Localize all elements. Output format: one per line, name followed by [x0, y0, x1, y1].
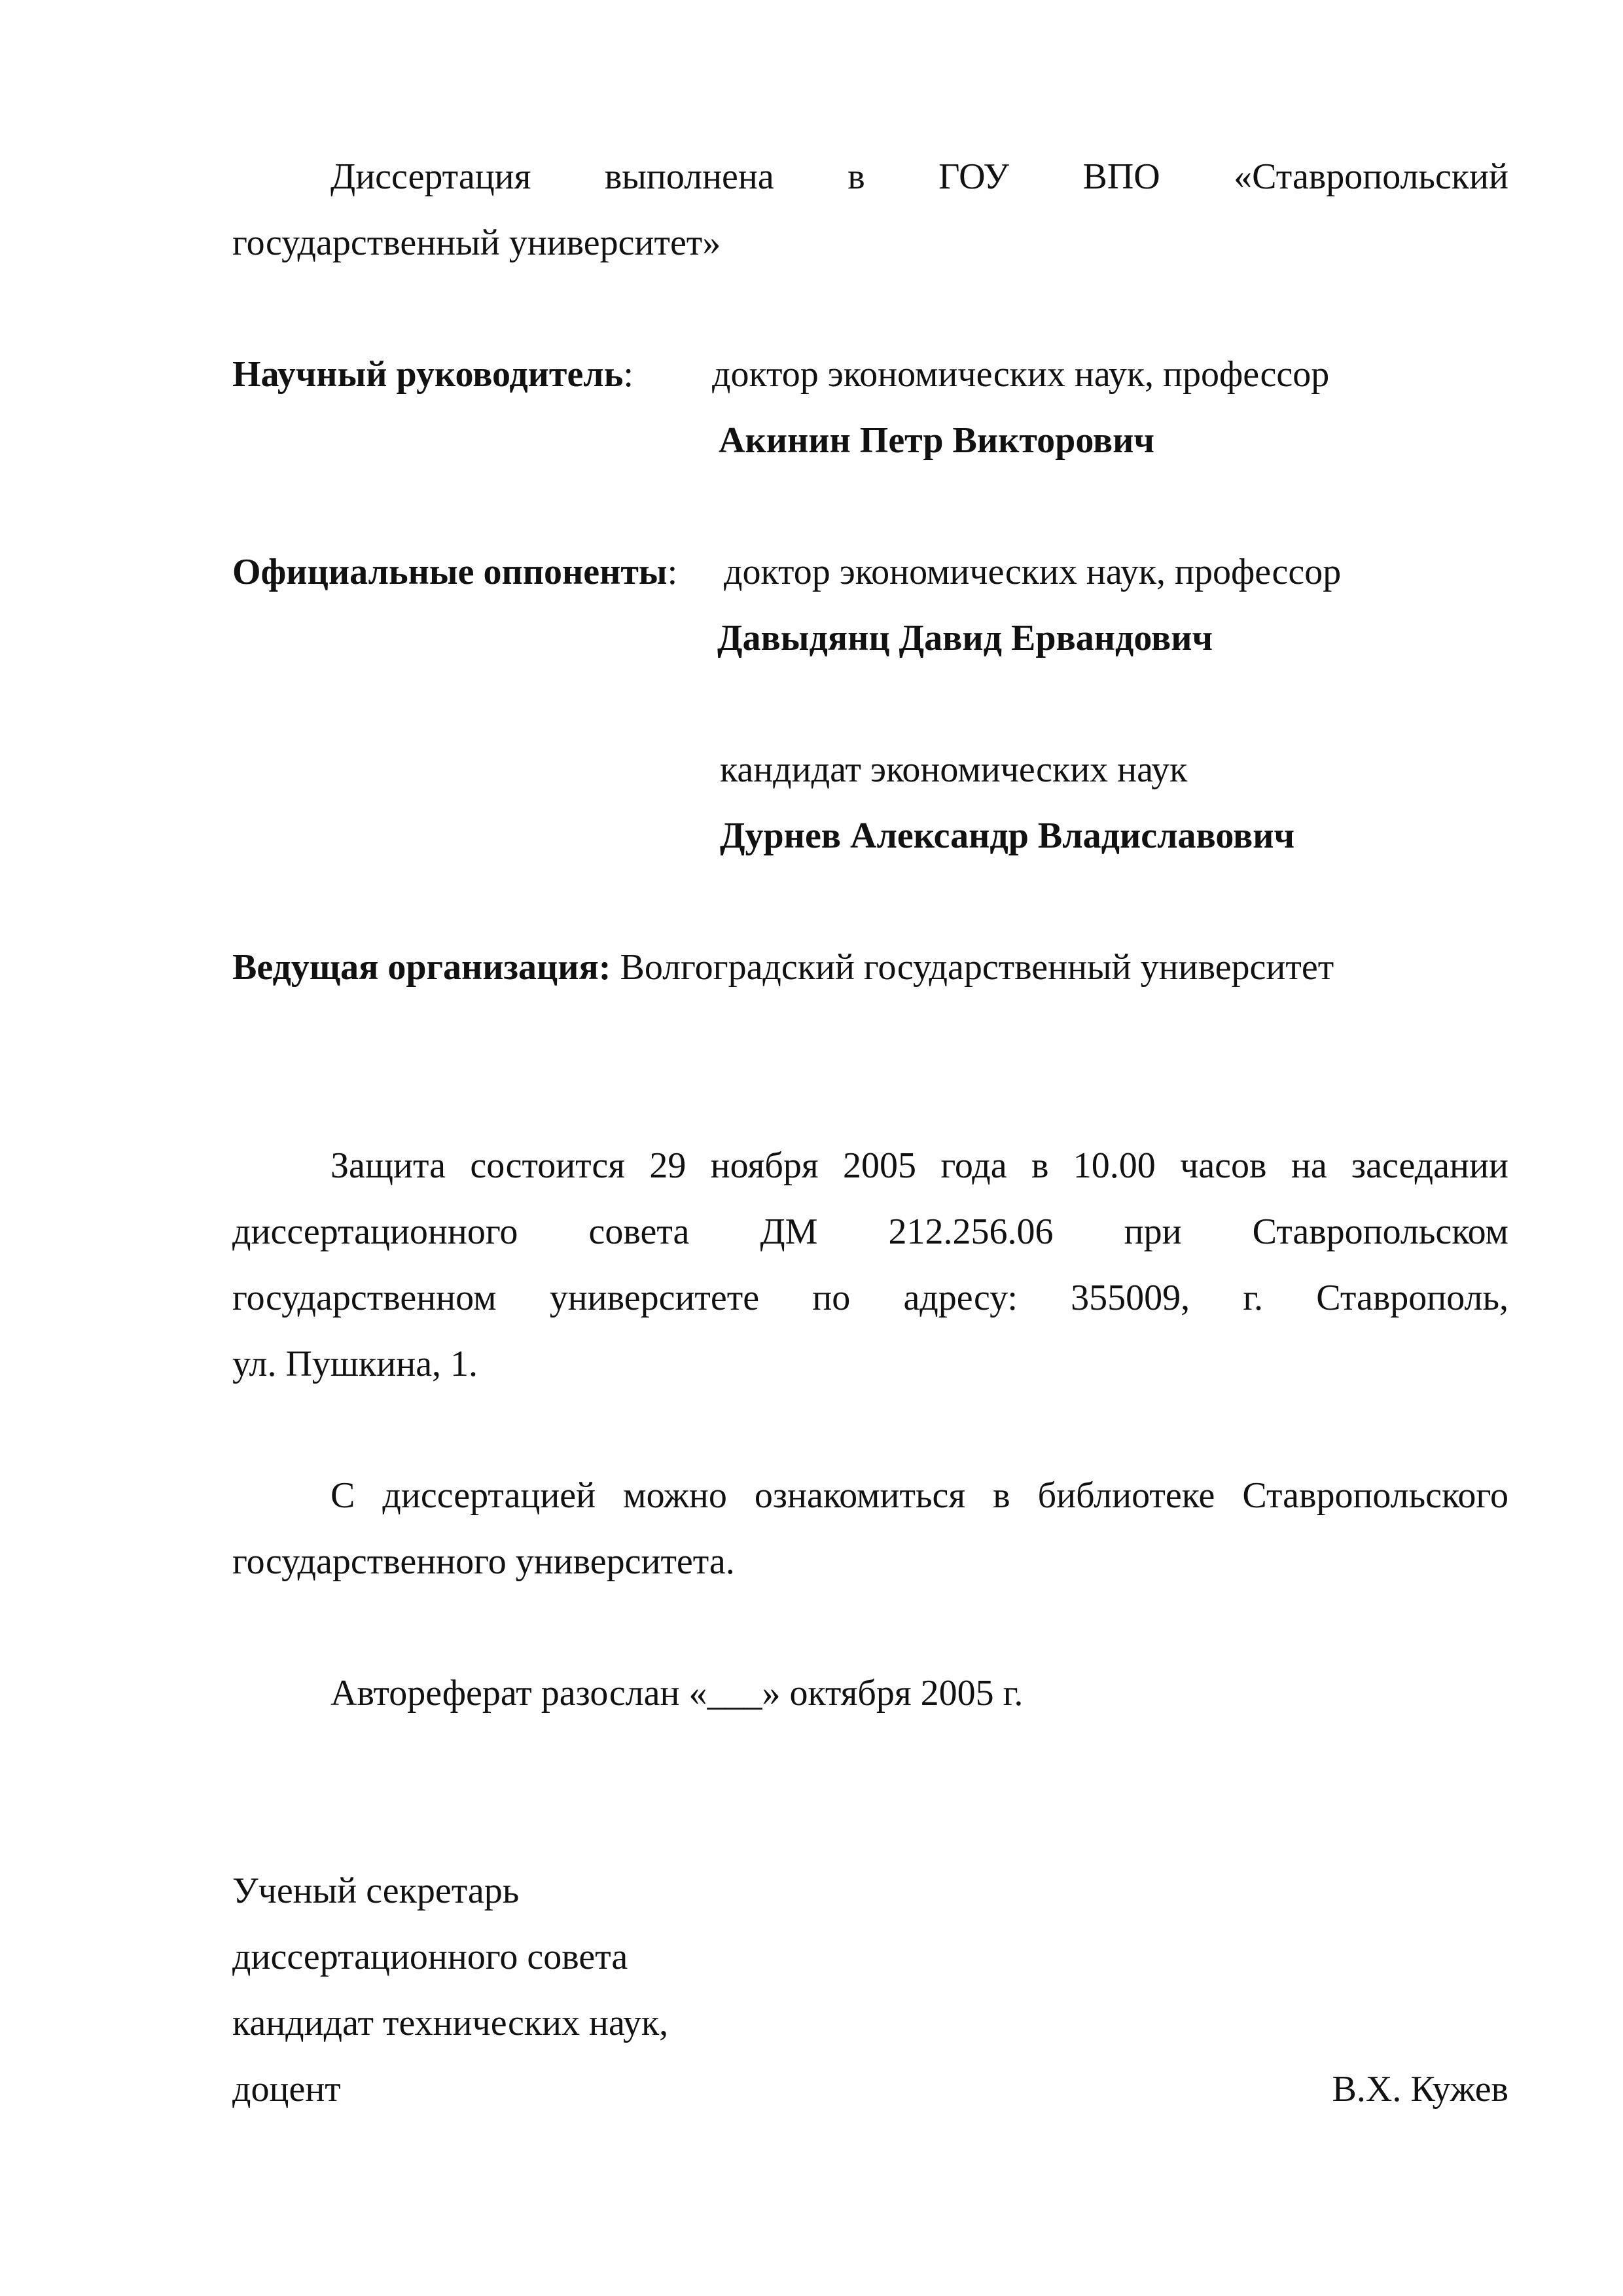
opponent-2-degree: кандидат экономических наук: [720, 749, 1188, 790]
word: по: [812, 1278, 851, 1318]
word: 355009,: [1071, 1278, 1190, 1318]
word: ВПО: [1082, 156, 1160, 197]
word: ноября: [710, 1145, 819, 1186]
word: ознакомиться: [754, 1475, 966, 1516]
word: 2005: [842, 1145, 916, 1186]
word: Ставропольского: [1242, 1475, 1508, 1516]
word: в: [847, 156, 865, 197]
word: ДМ: [760, 1211, 818, 1252]
library-line-1: [330, 1477, 1508, 1514]
word: государственном: [232, 1278, 497, 1318]
word: университете: [549, 1278, 760, 1318]
word: диссертацией: [382, 1475, 596, 1516]
abstract-sent-line: Автореферат разослан «___» октября 2005 г.: [330, 1673, 1024, 1713]
word: часов: [1180, 1145, 1267, 1186]
word: на: [1291, 1145, 1327, 1186]
word: Ставрополь,: [1316, 1278, 1508, 1318]
supervisor-degree: доктор экономических наук, профессор: [712, 354, 1330, 395]
supervisor-label-row: [232, 356, 633, 393]
opponents-colon: :: [667, 552, 678, 592]
intro-line-2: государственный университет»: [232, 223, 721, 263]
leading-organization: [232, 949, 1334, 986]
defense-line-3: [232, 1280, 1508, 1316]
opponent-1-name: Давыдянц Давид Ервандович: [717, 618, 1213, 658]
opponents-label-row: [232, 554, 677, 590]
word: можно: [623, 1475, 727, 1516]
word: адресу:: [903, 1278, 1018, 1318]
word: библиотеке: [1037, 1475, 1215, 1516]
word: совета: [588, 1211, 690, 1252]
defense-line-1: [330, 1147, 1508, 1184]
secretary-line-3: кандидат технических наук,: [232, 2003, 669, 2043]
supervisor-colon: :: [623, 354, 633, 395]
word: г.: [1243, 1278, 1264, 1318]
opponents-label: Официальные оппоненты: [232, 552, 668, 592]
word: 29: [649, 1145, 687, 1186]
word: ГОУ: [938, 156, 1010, 197]
word: Защита: [330, 1145, 446, 1186]
word: в: [1031, 1145, 1049, 1186]
defense-line-4: ул. Пушкина, 1.: [232, 1344, 478, 1384]
word: С: [330, 1475, 355, 1516]
word: диссертационного: [232, 1211, 518, 1252]
leading-org-value: Волгоградский государственный университет: [620, 947, 1334, 988]
supervisor-name: Акинин Петр Викторович: [719, 420, 1155, 461]
opponent-1-degree: доктор экономических наук, профессор: [724, 552, 1342, 592]
word: при: [1124, 1211, 1182, 1252]
leading-org-label: Ведущая организация:: [232, 947, 611, 988]
secretary-line-1: Ученый секретарь: [232, 1871, 520, 1911]
secretary-line-2: диссертационного совета: [232, 1937, 628, 1977]
library-line-2: государственного университета.: [232, 1541, 735, 1582]
word: 212.256.06: [888, 1211, 1054, 1252]
defense-line-2: [232, 1213, 1508, 1250]
secretary-signature-row: [232, 2071, 1508, 2108]
secretary-name: В.Х. Кужев: [1332, 2069, 1508, 2109]
word: заседании: [1351, 1145, 1508, 1186]
word: Ставропольском: [1252, 1211, 1508, 1252]
word: выполнена: [604, 156, 774, 197]
word: Диссертация: [330, 156, 531, 197]
word: 10.00: [1073, 1145, 1156, 1186]
word: года: [940, 1145, 1007, 1186]
word: в: [993, 1475, 1010, 1516]
secretary-title: доцент: [232, 2069, 341, 2109]
word: «Ставропольский: [1234, 156, 1508, 197]
word: состоится: [470, 1145, 625, 1186]
opponent-2-name: Дурнев Александр Владиславович: [720, 816, 1295, 856]
intro-line-1: [330, 158, 1508, 195]
supervisor-label: Научный руководитель: [232, 354, 624, 395]
